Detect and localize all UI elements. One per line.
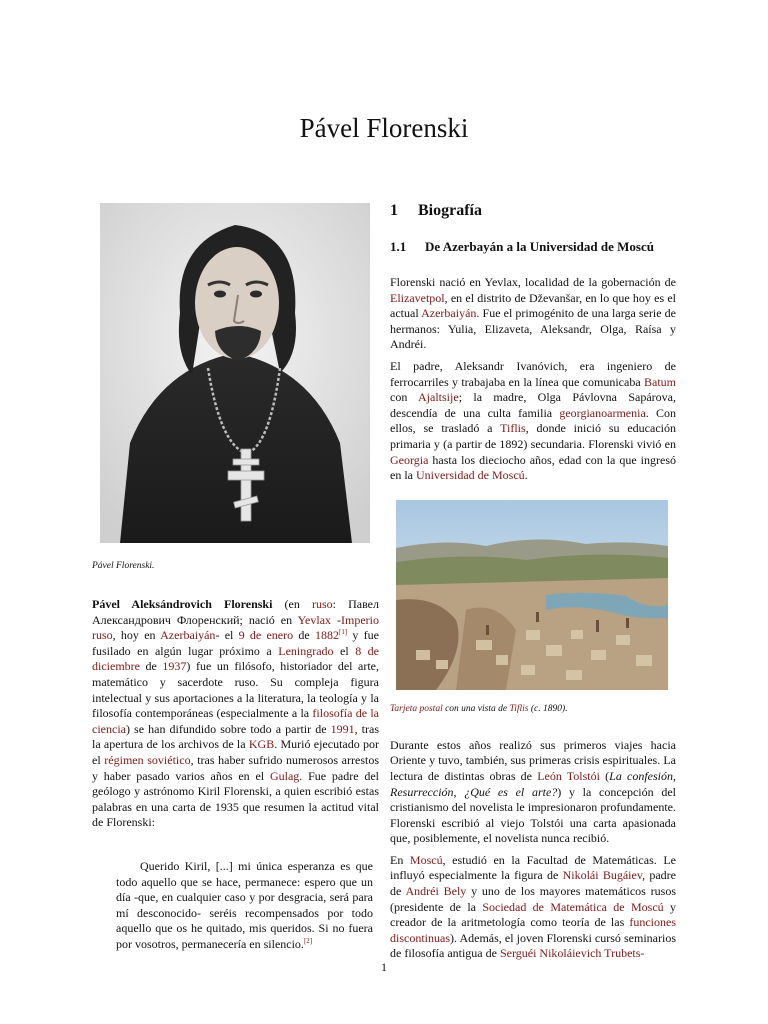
link-andrei-bely[interactable]: Andréi Bely <box>405 884 467 899</box>
right-column <box>390 198 676 968</box>
link-1882[interactable]: 1882 <box>314 628 339 643</box>
link-filosofia-ciencia[interactable]: filosofía de la ciencia <box>92 706 380 736</box>
link-azerbaiyan[interactable]: Azerbaiyán <box>160 628 216 643</box>
link-nikolai-bugaiev[interactable]: Nikolái Bugáiev <box>562 868 643 883</box>
section-heading: 1 Biografía <box>390 202 482 219</box>
link-yevlax[interactable]: Yevlax <box>297 612 332 627</box>
paragraph-1: Florenski nació en Yevlax, localidad de la gobernación de Elizavetpol, en el distrito de Dževanšar, en lo que hoy es el actual Azerbaiyán. Fue el primogénito de una larga serie de hermanos: Yulia, Elizaveta, Aleksandr, Olga, Raísa y Andréi. <box>390 275 676 352</box>
paragraph-2: El padre, Aleksandr Ivanóvich, era ingeniero de ferrocarriles y trabajaba en la línea que comunicaba Batum con Ajaltsije; la madre, Olga Pávlovna Sapárova, descendía de una culta familia georgianoarmenia. Con ellos, se trasladó a Tiflis, donde inició su educación primaria y (a partir de 1892) secundaria. Florenski vivió en Georgia hasta los dieciocho años, edad con la que ingresó en la Universidad de Moscú. <box>390 358 677 483</box>
link-8-diciembre[interactable]: 8 de diciembre <box>92 643 380 674</box>
link-1991[interactable]: 1991 <box>330 721 355 736</box>
link-georgianoarmenia[interactable]: georgianoarmenia <box>559 405 646 420</box>
link-elizavetpol[interactable]: Elizavetpol <box>390 290 445 305</box>
paragraph-4: En Moscú, estudió en la Facultad de Matemáticas. Le influyó especialmente la figura de Nikolái Bugáiev, padre de Andréi Bely y uno de los mayores matemáticos rusos (presidente de la Sociedad de Matemática de Moscú y creador de la aritmetología como teoría de las funciones discontinuas). Además, el joven Florenski cursó seminarios de filosofía antigua de Serguéi Nikoláievich Trubets- <box>390 852 676 961</box>
link-leningrado[interactable]: Leningrado <box>278 643 334 658</box>
ref-link-1[interactable]: [1] <box>338 628 348 637</box>
link-kgb[interactable]: KGB <box>248 737 275 752</box>
page-number: 1 <box>381 960 387 974</box>
paragraph-3: Durante estos años realizó sus primeros viajes hacia Oriente y tuvo, también, sus primeras crisis espirituales. La lectura de distintas obras de León Tolstói (La confesión, Resurrección, ¿Qué es el arte?) y la concepción del cristianismo del novelista le impresionaron profundamente. Florenski escribió al viejo Tolstói una carta apasionada que, posiblemente, el novelista nunca recibió. <box>390 737 676 846</box>
link-azerbaiyan-2[interactable]: Azerbaiyán <box>421 306 477 321</box>
link-imperio-ruso[interactable]: Imperio ruso <box>92 612 379 643</box>
link-ajaltsije[interactable]: Ajaltsije <box>418 390 459 405</box>
intro-paragraph: Pável Aleksándrovich Florenski (en ruso: Павел Александрович Флоренский; nació en Yevlax -Imperio ruso, hoy en Azerbaiyán- el 9 de enero de 1882[1] y fue fusilado en algún lugar próximo a Leningrado el 8 de diciembre de 1937) fue un filósofo, historiador del arte, matemático y sacerdote ruso. Su compleja figura intelectual y sus aportaciones a la literatura, la teología y la filosofía contemporáneas (especialmente a la filosofía de la ciencia) se han difundido sobre todo a partir de 1991, tras la apertura de los archivos de la KGB. Murió ejecutado por el régimen soviético, tras haber sufrido numerosos arrestos y haber pasado varios años en el Gulag. Fue padre del geólogo y astrónomo Kiril Florenski, a quien escribió estas palabras en una carta de 1935 que resumen la actitud vital de Florenski: <box>92 597 380 830</box>
subsection-heading: 1.1 De Azerbayán a la Universidad de Moscú <box>390 239 654 254</box>
link-georgia[interactable]: Georgia <box>390 452 429 467</box>
link-universidad-moscu[interactable]: Universidad de Moscú <box>416 468 525 483</box>
block-quote: Querido Kiril, [...] mi única esperanza es que todo aquello que se hace, permanece: espero que un día -que, en cualquier caso y por desgracia, será para mí desconocido- seréis recompensados por todo aquello que os he quitado, mis queridos. Si no fuera por vosotros, permanecería en silencio.[2] <box>116 858 373 951</box>
link-1937[interactable]: 1937 <box>162 659 187 674</box>
link-tarjeta-postal[interactable]: Tarjeta postal <box>390 703 443 714</box>
link-9-enero[interactable]: 9 de enero <box>238 628 294 643</box>
link-sociedad-matematica[interactable]: Sociedad de Matemática de Moscú <box>482 899 664 914</box>
link-leon-tolstoi[interactable]: León Tolstói <box>537 768 600 783</box>
link-tiflis-caption[interactable]: Tiflis <box>509 703 529 714</box>
left-column <box>92 203 379 952</box>
link-funciones-discontinuas[interactable]: funciones discontinuas <box>390 915 676 945</box>
link-moscu[interactable]: Moscú <box>409 852 443 867</box>
portrait-photo <box>100 203 370 543</box>
link-ruso[interactable]: ruso <box>311 597 333 611</box>
ref-link-2[interactable]: [2] <box>303 936 313 945</box>
postcard-caption: Tarjeta postal con una vista de Tiflis (c. 1890). <box>390 703 568 714</box>
link-trubetskoi[interactable]: Serguéi Nikoláievich Trubets- <box>499 946 645 961</box>
page-title: Pável Florenski <box>299 113 469 143</box>
link-regimen-sovietico[interactable]: régimen soviético <box>104 752 191 767</box>
link-batum[interactable]: Batum <box>644 374 676 389</box>
link-tiflis[interactable]: Tiflis <box>500 421 526 436</box>
tiflis-postcard-image <box>396 500 668 690</box>
link-gulag[interactable]: Gulag <box>269 768 300 783</box>
portrait-caption: Pável Florenski. <box>92 561 155 571</box>
